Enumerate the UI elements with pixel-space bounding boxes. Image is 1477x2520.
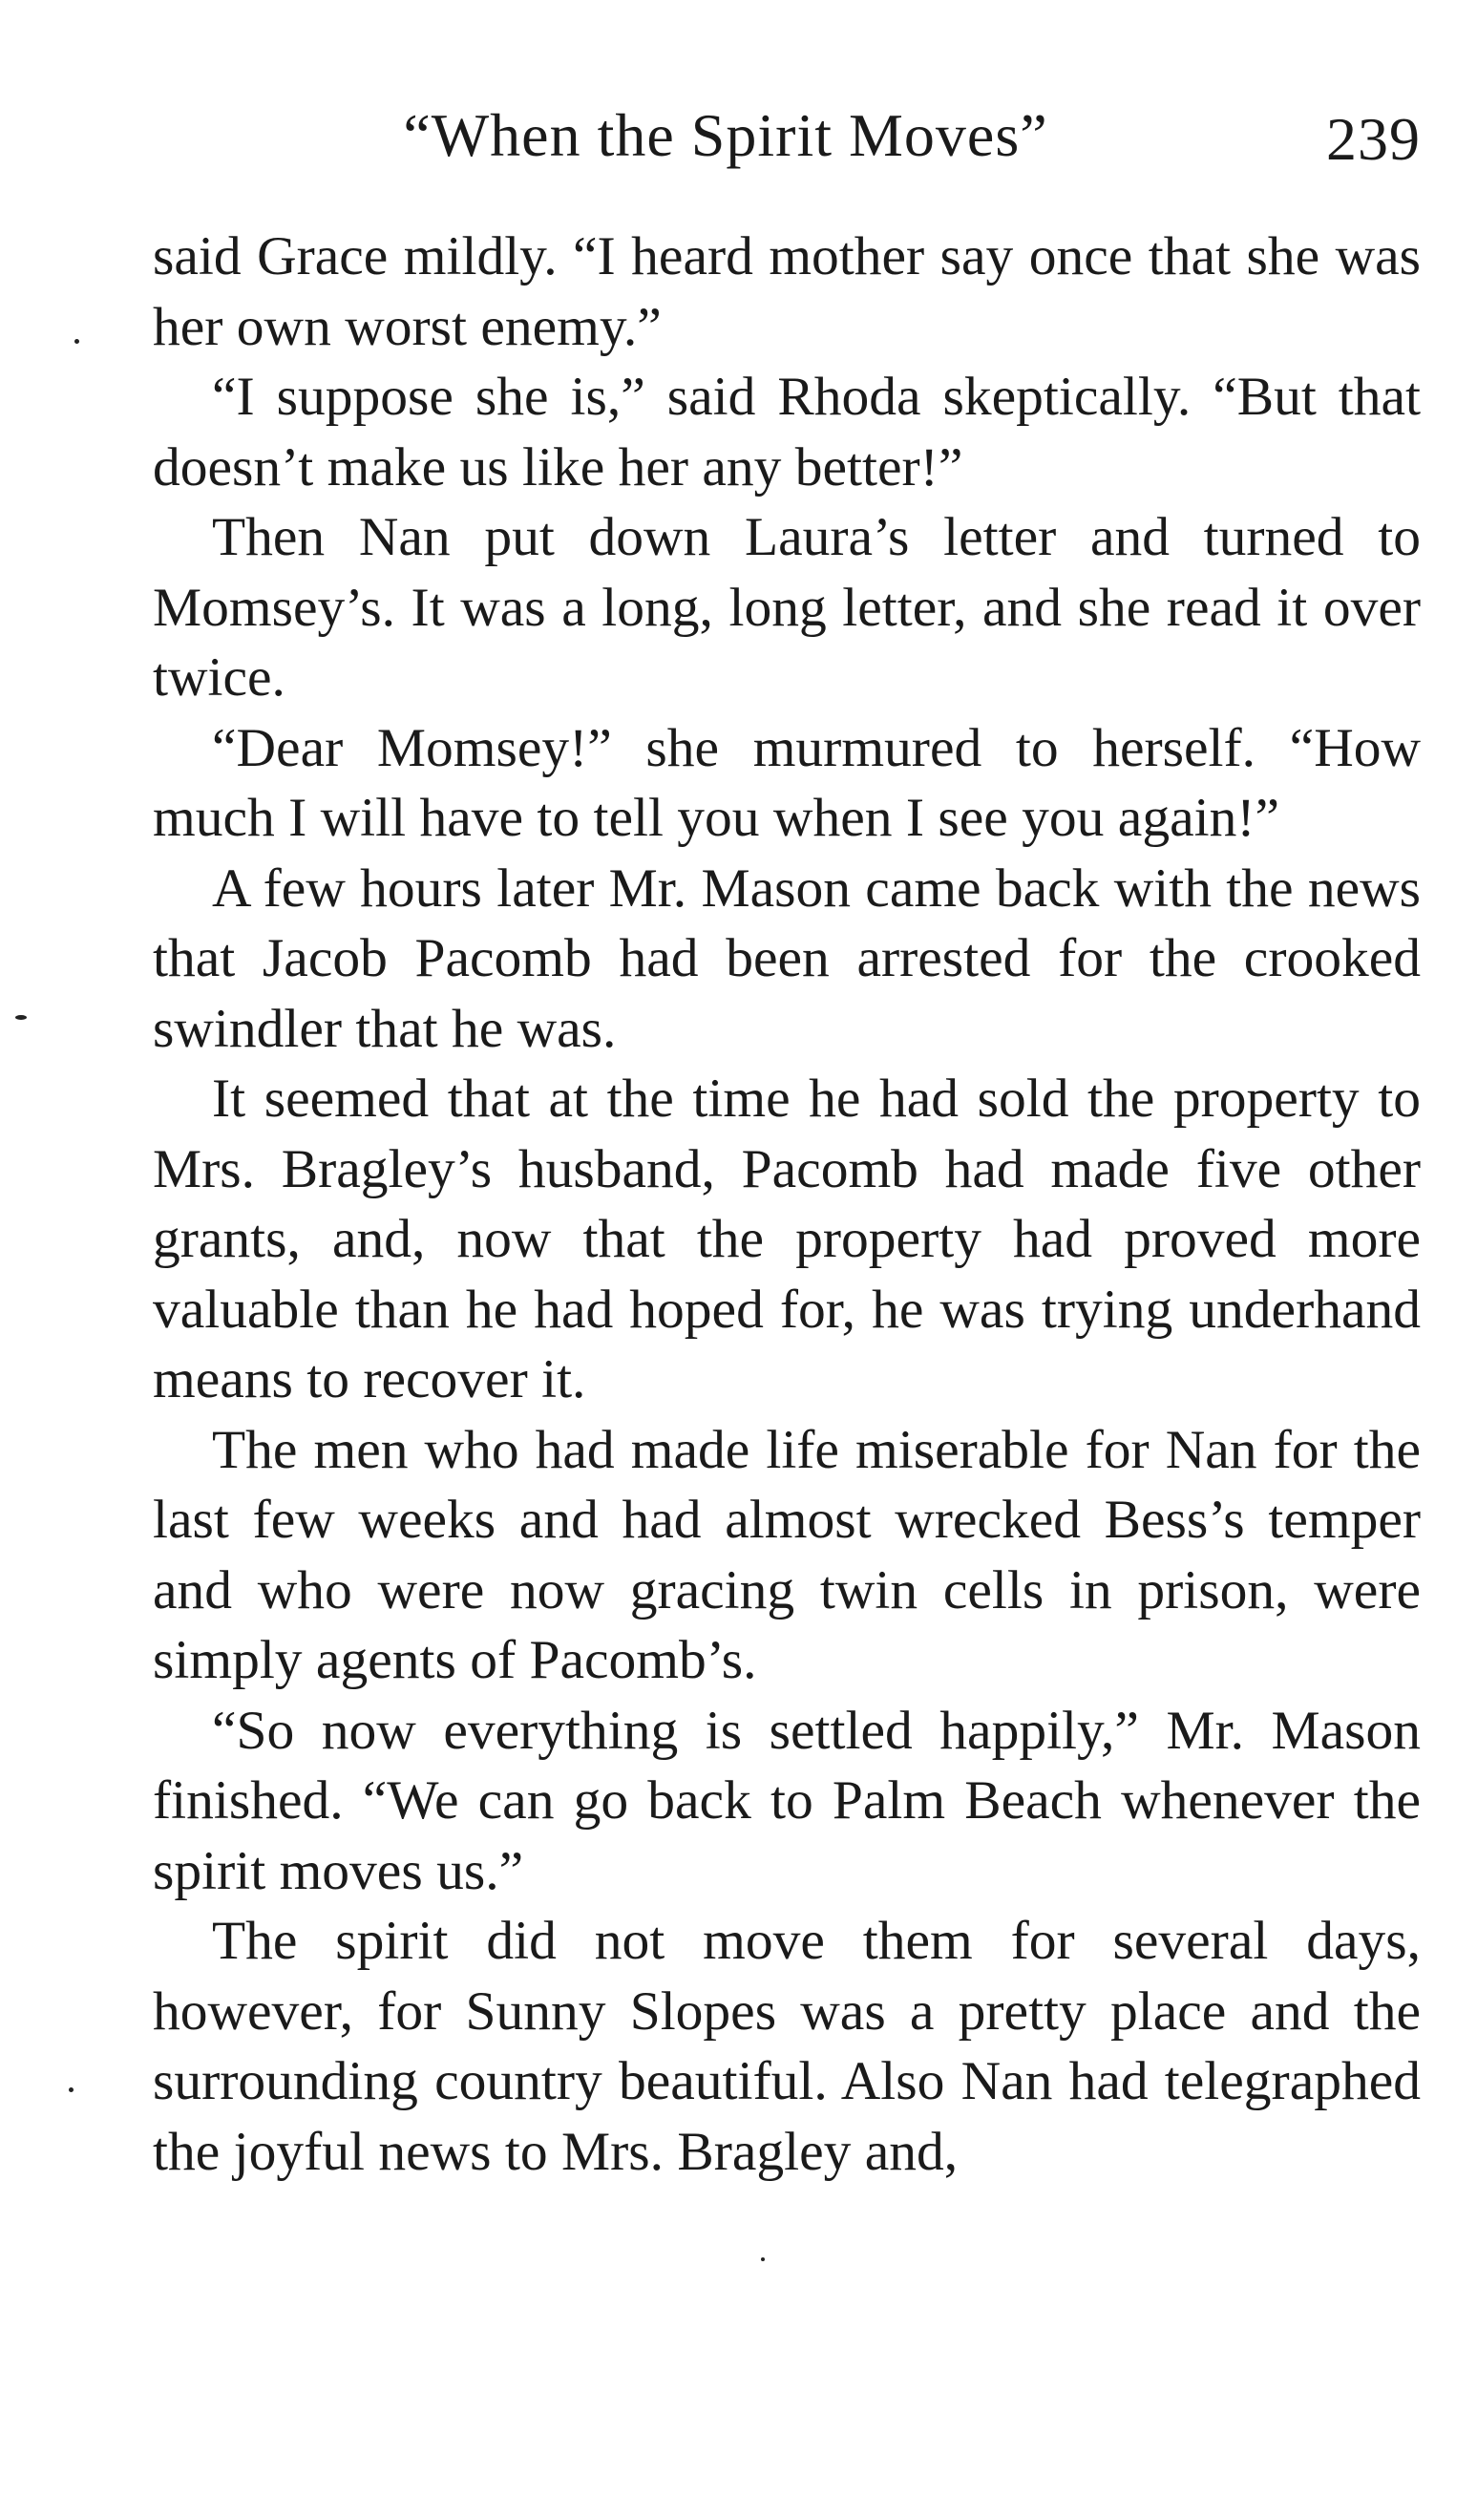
paragraph: The men who had made life miserable for Nan for the last few weeks and had almost wrecked Bess’s temper and who were now gracing twin cells in prison, were simply agents of Pacomb’s. — [153, 1419, 1421, 1690]
speck — [761, 2257, 765, 2261]
speck — [74, 339, 79, 344]
running-title: “When the Spirit Moves” — [403, 101, 1048, 169]
paragraph: It seemed that at the time he had sold the property to Mrs. Bragley’s husband, Pacomb had made five other grants, and, now that the property had proved more valuable than he had hoped for, he was trying underhand means to recover it. — [153, 1069, 1421, 1409]
page-number: 239 — [1326, 105, 1421, 173]
paragraph: A few hours later Mr. Mason came back with the news that Jacob Pacomb had been arrested for the crooked swindler that he was. — [153, 858, 1421, 1059]
running-header — [153, 100, 1421, 186]
paragraph: “I suppose she is,” said Rhoda skeptically. “But that doesn’t make us like her any better!” — [153, 367, 1421, 498]
speck — [69, 2087, 74, 2092]
paragraph: said Grace mildly. “I heard mother say once that she was her own worst enemy.” — [153, 226, 1421, 357]
paragraph: Then Nan put down Laura’s letter and turned to Momsey’s. It was a long, long letter, and she read it over twice. — [153, 507, 1421, 708]
paragraph: “So now everything is settled happily,” Mr. Mason finished. “We can go back to Palm Beach whenever the spirit moves us.” — [153, 1700, 1421, 1901]
speck — [15, 1015, 27, 1020]
body-text — [153, 222, 1421, 2187]
paragraph: The spirit did not move them for several days, however, for Sunny Slopes was a pretty place and the surrounding country beautiful. Also Nan had telegraphed the joyful news to Mrs. Bragley and, — [153, 1911, 1421, 2182]
paragraph: “Dear Momsey!” she murmured to herself. “How much I will have to tell you when I see you again!” — [153, 717, 1421, 848]
